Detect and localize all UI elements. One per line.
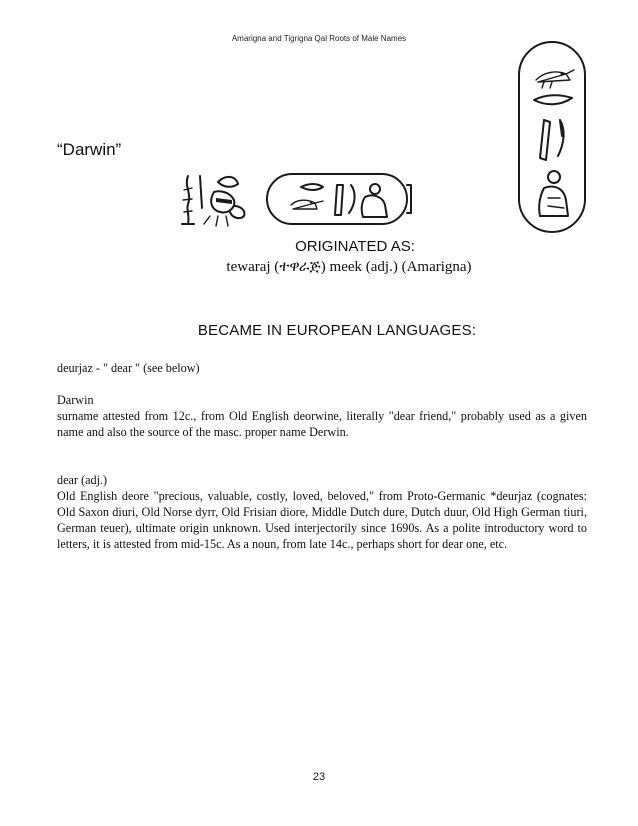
body-text xyxy=(57,360,587,552)
page-number: 23 xyxy=(312,771,326,783)
running-header: Amarigna and Tigrigna Qal Roots of Male Names xyxy=(231,34,407,43)
darwin-entry-title: Darwin xyxy=(57,393,94,407)
originated-line: tewaraj (ተዋራጅ) meek (adj.) (Amarigna) xyxy=(226,259,472,275)
darwin-entry-text: surname attested from 12c., from Old English deorwine, literally "dear friend," probably used as a given name and also the source of the masc. proper name Derwin. xyxy=(57,409,587,439)
deurjaz-line: deurjaz - " dear " (see below) xyxy=(57,361,200,375)
page-title: “Darwin” xyxy=(57,140,122,159)
horizontal-cartouche-hieroglyph xyxy=(265,171,415,229)
vertical-cartouche-hieroglyph xyxy=(514,40,594,240)
dear-entry-text: Old English deore "precious, valuable, costly, loved, beloved," from Proto-Germanic *deurjaz (cognates: Old Saxon diuri, Old Norse dyrr, Old Frisian diore, Middle Dutch dure, Dutch duur, Old High German tiuri, German teuer), ultimate origin unknown. Used interjectorily since 1690s. As a polite introductory word to letters, it is attested from mid-15c. As a noun, from late 14c., perhaps short for dear one, etc. xyxy=(57,489,587,551)
became-heading: BECAME IN EUROPEAN LANGUAGES: xyxy=(197,322,477,339)
originated-heading: ORIGINATED AS: xyxy=(295,238,415,255)
dear-entry-title: dear (adj.) xyxy=(57,473,108,487)
sedge-and-bee-hieroglyph xyxy=(178,172,258,232)
